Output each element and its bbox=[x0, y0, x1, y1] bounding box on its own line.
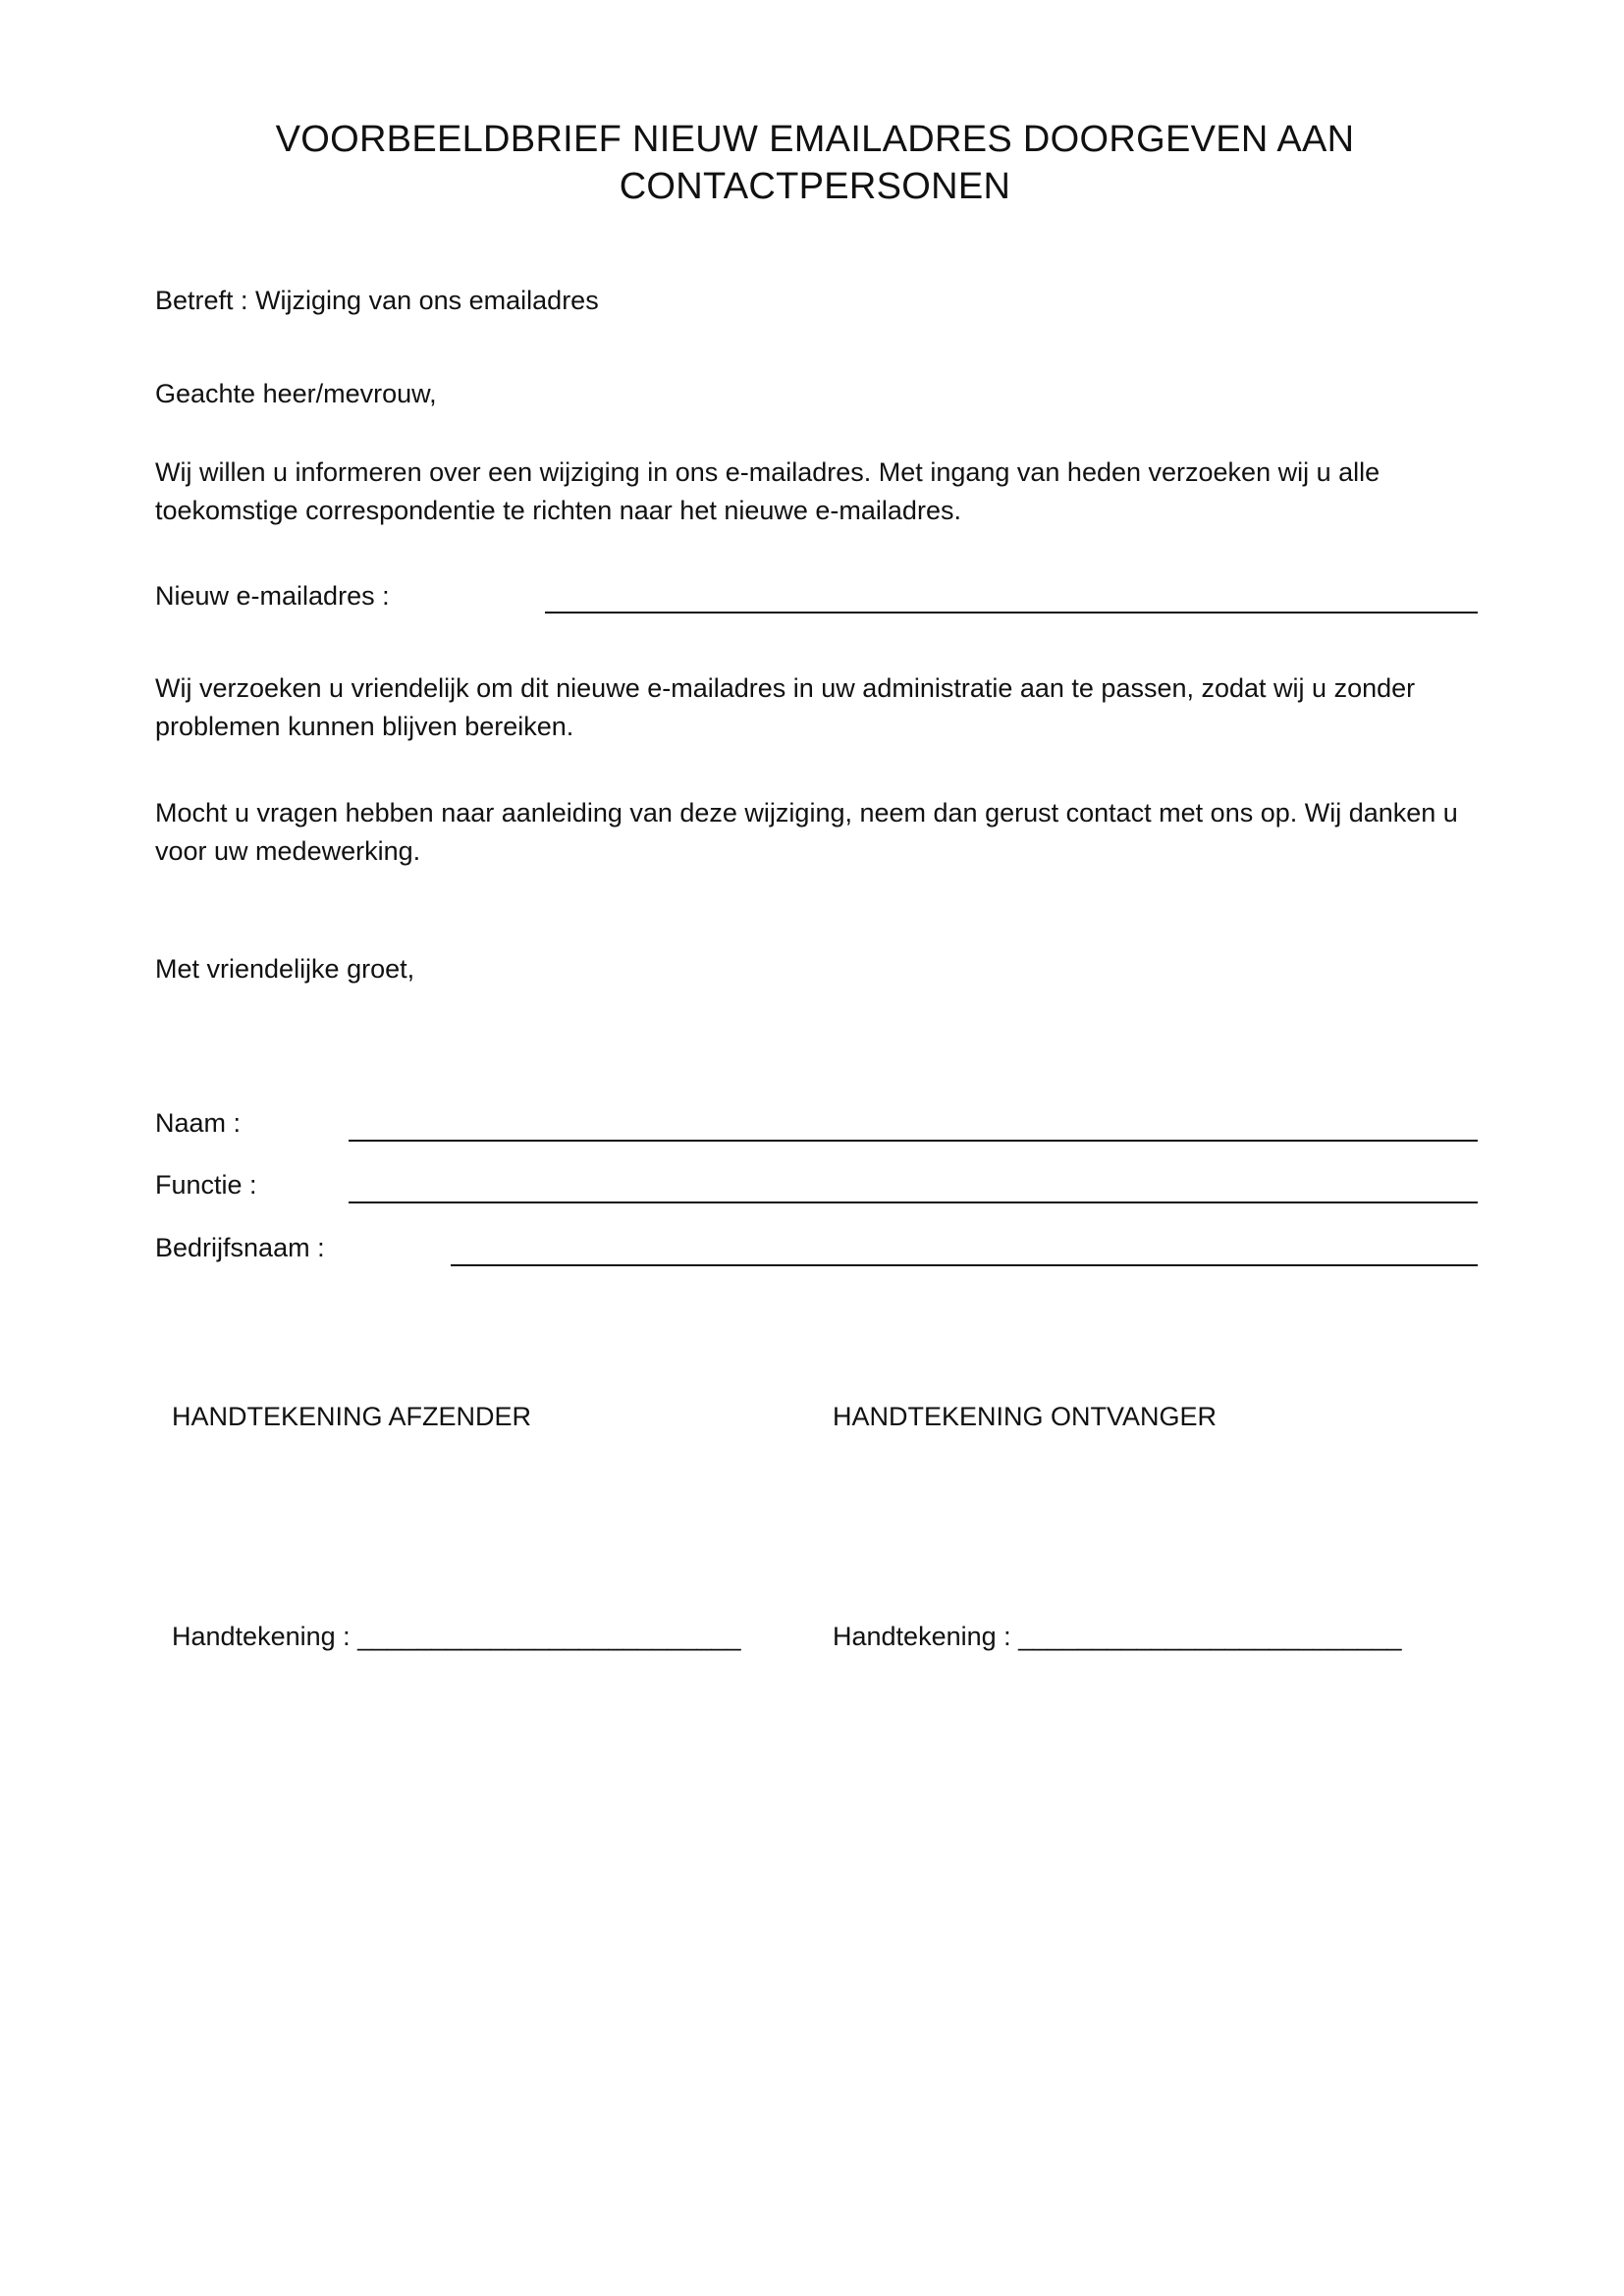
receiver-signature-field[interactable]: Handtekening : __________________________ bbox=[833, 1622, 1402, 1651]
subject-line: Betreft : Wijziging van ons emailadres bbox=[155, 286, 599, 315]
sender-signature-field[interactable]: Handtekening : __________________________ bbox=[172, 1622, 741, 1651]
company-label: Bedrijfsnaam : bbox=[155, 1233, 325, 1262]
intro-paragraph: Wij willen u informeren over een wijziging in ons e-mailadres. Met ingang van heden verzoeken wij u alle toekomstige correspondentie te richten naar het nieuwe e-mailadres. bbox=[155, 457, 1380, 525]
salutation: Geachte heer/mevrouw, bbox=[155, 379, 437, 408]
function-field-line[interactable] bbox=[349, 1201, 1478, 1203]
name-field-line[interactable] bbox=[349, 1140, 1478, 1142]
request-paragraph: Wij verzoeken u vriendelijk om dit nieuwe e-mailadres in uw administratie aan te passen, zodat wij u zonder problemen kunnen blijven bereiken. bbox=[155, 673, 1416, 741]
name-label: Naam : bbox=[155, 1108, 242, 1138]
company-field-line[interactable] bbox=[451, 1264, 1478, 1266]
closing-greeting: Met vriendelijke groet, bbox=[155, 954, 415, 984]
contact-paragraph: Mocht u vragen hebben naar aanleiding van deze wijziging, neem dan gerust contact met ons op. Wij danken u voor uw medewerking. bbox=[155, 798, 1458, 866]
title-line-1: VOORBEELDBRIEF NIEUW EMAILADRES DOORGEVEN AAN bbox=[275, 119, 1355, 160]
page-title bbox=[157, 116, 1473, 210]
new-email-label: Nieuw e-mailadres : bbox=[155, 581, 390, 611]
new-email-field-line[interactable] bbox=[545, 612, 1478, 614]
title-line-2: CONTACTPERSONEN bbox=[619, 166, 1011, 207]
function-label: Functie : bbox=[155, 1170, 257, 1200]
receiver-signature-heading: HANDTEKENING ONTVANGER bbox=[833, 1402, 1218, 1431]
sender-signature-heading: HANDTEKENING AFZENDER bbox=[172, 1402, 532, 1431]
